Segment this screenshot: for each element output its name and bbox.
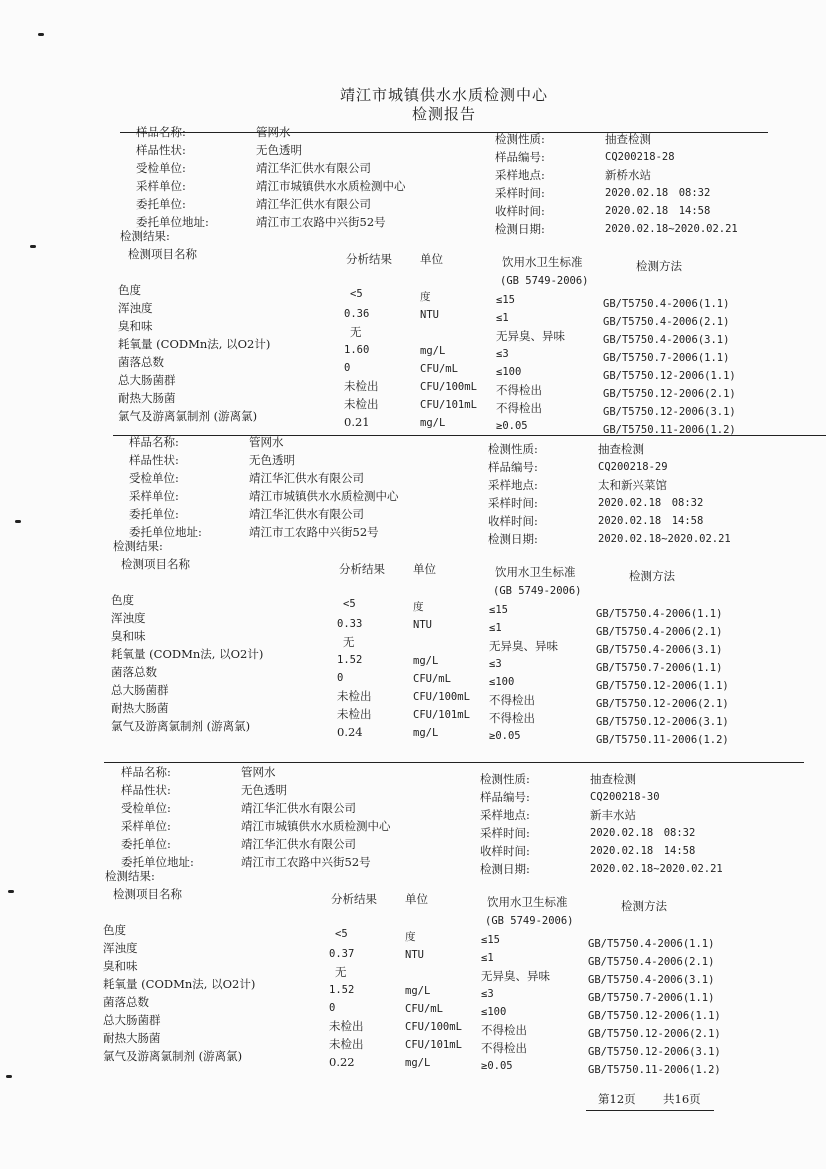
- item-name: 耐热大肠菌: [111, 701, 169, 715]
- standard-limit: ≤15: [481, 934, 500, 946]
- standard-limit: ≤1: [496, 312, 509, 324]
- client-unit-value: 靖江华汇供水有限公司: [256, 197, 371, 211]
- item-name: 臭和味: [118, 319, 153, 333]
- test-nature-label: 检测性质:: [480, 772, 530, 786]
- item-name: 耗氧量 (CODMn法, 以O2计): [111, 647, 264, 661]
- receiving-time-value: 2020.02.18 14:58: [598, 515, 704, 527]
- col-method-header: 检测方法: [621, 899, 667, 913]
- sampling-place-value: 新桥水站: [605, 168, 651, 182]
- section-rule: [120, 132, 768, 133]
- standard-limit: 无异臭、异味: [496, 329, 565, 343]
- receiving-time-value: 2020.02.18 14:58: [605, 205, 711, 217]
- test-date-value: 2020.02.18~2020.02.21: [598, 533, 731, 545]
- standard-limit: 不得检出: [496, 383, 542, 397]
- analysis-result: 0.21: [344, 415, 370, 429]
- analysis-result: 0: [329, 1002, 336, 1014]
- scan-mark: [38, 33, 44, 36]
- col-method-header: 检测方法: [629, 569, 675, 583]
- receiving-unit-value: 靖江华汇供水有限公司: [256, 161, 371, 175]
- test-date-value: 2020.02.18~2020.02.21: [605, 223, 738, 235]
- col-unit-header: 单位: [413, 562, 436, 576]
- report-institution-title: 靖江市城镇供水水质检测中心: [340, 86, 549, 104]
- scan-mark: [8, 890, 14, 893]
- col-standard-header: 饮用水卫生标准: [502, 255, 583, 269]
- item-name: 色度: [111, 593, 134, 607]
- sample-no-label: 样品编号:: [480, 790, 530, 804]
- test-nature-value: 抽查检测: [598, 442, 644, 456]
- item-name: 总大肠菌群: [103, 1013, 161, 1027]
- standard-limit: ≤15: [496, 294, 515, 306]
- test-method: GB/T5750.12-2006(2.1): [596, 698, 729, 710]
- sampling-unit-label: 采样单位:: [136, 179, 186, 193]
- sample-property-label: 样品性状:: [136, 143, 186, 157]
- analysis-result: 无: [335, 965, 347, 979]
- sampling-time-label: 采样时间:: [488, 496, 538, 510]
- sampling-place-value: 太和新兴菜馆: [598, 478, 667, 492]
- analysis-result: 未检出: [337, 707, 372, 721]
- item-name: 耗氧量 (CODMn法, 以O2计): [103, 977, 256, 991]
- unit: NTU: [405, 949, 424, 961]
- unit: mg/L: [413, 727, 439, 739]
- test-method: GB/T5750.7-2006(1.1): [588, 992, 715, 1004]
- item-name: 菌落总数: [103, 995, 149, 1009]
- sampling-time-label: 采样时间:: [495, 186, 545, 200]
- standard-limit: 不得检出: [481, 1041, 527, 1055]
- unit: mg/L: [420, 345, 446, 357]
- test-method: GB/T5750.7-2006(1.1): [603, 352, 730, 364]
- standard-limit: ≤100: [496, 366, 522, 378]
- col-unit-header: 单位: [405, 892, 428, 906]
- col-unit-header: 单位: [420, 252, 443, 266]
- test-date-label: 检测日期:: [480, 862, 530, 876]
- sample-property-value: 无色透明: [256, 143, 302, 157]
- page-number: 第12页: [598, 1092, 636, 1106]
- receiving-unit-value: 靖江华汇供水有限公司: [241, 801, 356, 815]
- client-address-label: 委托单位地址:: [121, 855, 194, 869]
- col-item-header: 检测项目名称: [128, 247, 197, 261]
- standard-limit: ≤100: [489, 676, 515, 688]
- receiving-time-label: 收样时间:: [488, 514, 538, 528]
- item-name: 臭和味: [103, 959, 138, 973]
- unit: CFU/100mL: [405, 1021, 462, 1033]
- col-standard-code: (GB 5749-2006): [485, 915, 574, 927]
- analysis-result: 无: [350, 325, 362, 339]
- sampling-unit-label: 采样单位:: [121, 819, 171, 833]
- standard-limit: 不得检出: [496, 401, 542, 415]
- scan-mark: [15, 520, 21, 523]
- test-date-value: 2020.02.18~2020.02.21: [590, 863, 723, 875]
- sampling-place-label: 采样地点:: [480, 808, 530, 822]
- test-date-label: 检测日期:: [488, 532, 538, 546]
- footer-rule: [586, 1110, 714, 1111]
- sample-no-value: CQ200218-30: [590, 791, 660, 803]
- test-method: GB/T5750.4-2006(2.1): [596, 626, 723, 638]
- standard-limit: 无异臭、异味: [481, 969, 550, 983]
- receiving-unit-label: 受检单位:: [136, 161, 186, 175]
- analysis-result: 0.24: [337, 725, 363, 739]
- unit: CFU/100mL: [413, 691, 470, 703]
- sampling-time-value: 2020.02.18 08:32: [605, 187, 711, 199]
- test-method: GB/T5750.4-2006(3.1): [596, 644, 723, 656]
- test-date-label: 检测日期:: [495, 222, 545, 236]
- standard-limit: ≤3: [481, 988, 494, 1000]
- analysis-result: 0.22: [329, 1055, 355, 1069]
- item-name: 耐热大肠菌: [118, 391, 176, 405]
- test-nature-label: 检测性质:: [488, 442, 538, 456]
- unit: mg/L: [405, 985, 431, 997]
- section-rule: [113, 435, 826, 436]
- analysis-result: 未检出: [344, 397, 379, 411]
- receiving-time-value: 2020.02.18 14:58: [590, 845, 696, 857]
- col-result-header: 分析结果: [339, 562, 385, 576]
- test-method: GB/T5750.12-2006(1.1): [603, 370, 736, 382]
- col-standard-header: 饮用水卫生标准: [487, 895, 568, 909]
- client-unit-value: 靖江华汇供水有限公司: [241, 837, 356, 851]
- standard-limit: 不得检出: [489, 693, 535, 707]
- item-name: 浑浊度: [111, 611, 146, 625]
- analysis-result: 未检出: [329, 1019, 364, 1033]
- item-name: 臭和味: [111, 629, 146, 643]
- standard-limit: ≤15: [489, 604, 508, 616]
- col-method-header: 检测方法: [636, 259, 682, 273]
- client-address-value: 靖江市工农路中兴街52号: [241, 855, 371, 869]
- unit: mg/L: [413, 655, 439, 667]
- col-standard-header: 饮用水卫生标准: [495, 565, 576, 579]
- item-name: 总大肠菌群: [111, 683, 169, 697]
- item-name: 氯气及游离氯制剂 (游离氯): [103, 1049, 243, 1063]
- sampling-time-label: 采样时间:: [480, 826, 530, 840]
- sample-no-value: CQ200218-28: [605, 151, 675, 163]
- client-unit-label: 委托单位:: [136, 197, 186, 211]
- unit: CFU/101mL: [405, 1039, 462, 1051]
- item-name: 浑浊度: [103, 941, 138, 955]
- standard-limit: ≥0.05: [496, 420, 528, 432]
- analysis-result: 0: [344, 362, 351, 374]
- analysis-result: 0: [337, 672, 344, 684]
- unit: mg/L: [420, 417, 446, 429]
- test-nature-value: 抽查检测: [590, 772, 636, 786]
- receiving-unit-label: 受检单位:: [129, 471, 179, 485]
- sampling-unit-value: 靖江市城镇供水水质检测中心: [256, 179, 406, 193]
- standard-limit: ≤100: [481, 1006, 507, 1018]
- analysis-result: 未检出: [337, 689, 372, 703]
- sample-property-label: 样品性状:: [121, 783, 171, 797]
- unit: CFU/101mL: [413, 709, 470, 721]
- analysis-result: 无: [343, 635, 355, 649]
- sample-name-label: 样品名称:: [121, 765, 171, 779]
- analysis-result: 1.52: [329, 984, 355, 996]
- sample-no-label: 样品编号:: [495, 150, 545, 164]
- scan-mark: [30, 245, 36, 248]
- test-nature-label: 检测性质:: [495, 132, 545, 146]
- results-label: 检测结果:: [120, 229, 170, 243]
- col-result-header: 分析结果: [331, 892, 377, 906]
- test-method: GB/T5750.12-2006(2.1): [588, 1028, 721, 1040]
- sampling-time-value: 2020.02.18 08:32: [598, 497, 704, 509]
- standard-limit: 无异臭、异味: [489, 639, 558, 653]
- standard-limit: ≤1: [489, 622, 502, 634]
- sampling-place-label: 采样地点:: [488, 478, 538, 492]
- sampling-place-label: 采样地点:: [495, 168, 545, 182]
- receiving-time-label: 收样时间:: [495, 204, 545, 218]
- analysis-result: 0.36: [344, 308, 370, 320]
- item-name: 色度: [103, 923, 126, 937]
- standard-limit: ≤3: [496, 348, 509, 360]
- item-name: 菌落总数: [111, 665, 157, 679]
- scan-mark: [6, 1075, 12, 1078]
- test-nature-value: 抽查检测: [605, 132, 651, 146]
- test-method: GB/T5750.12-2006(3.1): [603, 406, 736, 418]
- test-method: GB/T5750.11-2006(1.2): [596, 734, 729, 746]
- test-method: GB/T5750.12-2006(3.1): [596, 716, 729, 728]
- test-method: GB/T5750.11-2006(1.2): [603, 424, 736, 436]
- client-unit-value: 靖江华汇供水有限公司: [249, 507, 364, 521]
- item-name: 浑浊度: [118, 301, 153, 315]
- test-method: GB/T5750.11-2006(1.2): [588, 1064, 721, 1076]
- sample-property-label: 样品性状:: [129, 453, 179, 467]
- item-name: 耐热大肠菌: [103, 1031, 161, 1045]
- sample-no-label: 样品编号:: [488, 460, 538, 474]
- receiving-unit-label: 受检单位:: [121, 801, 171, 815]
- sampling-time-value: 2020.02.18 08:32: [590, 827, 696, 839]
- sample-name-value: 管网水: [249, 435, 284, 449]
- sample-no-value: CQ200218-29: [598, 461, 668, 473]
- col-result-header: 分析结果: [346, 252, 392, 266]
- analysis-result: 未检出: [329, 1037, 364, 1051]
- unit: CFU/mL: [413, 673, 451, 685]
- sample-property-value: 无色透明: [249, 453, 295, 467]
- standard-limit: 不得检出: [489, 711, 535, 725]
- client-address-label: 委托单位地址:: [136, 215, 209, 229]
- page-total: 共16页: [663, 1092, 701, 1106]
- analysis-result: 0.33: [337, 618, 363, 630]
- col-standard-code: (GB 5749-2006): [493, 585, 582, 597]
- analysis-result: 1.52: [337, 654, 363, 666]
- unit: CFU/mL: [405, 1003, 443, 1015]
- client-unit-label: 委托单位:: [129, 507, 179, 521]
- unit: NTU: [420, 309, 439, 321]
- item-name: 色度: [118, 283, 141, 297]
- test-method: GB/T5750.4-2006(2.1): [603, 316, 730, 328]
- analysis-result: <5: [343, 598, 356, 610]
- unit: CFU/101mL: [420, 399, 477, 411]
- test-method: GB/T5750.4-2006(1.1): [596, 608, 723, 620]
- unit: 度: [420, 291, 431, 303]
- col-item-header: 检测项目名称: [121, 557, 190, 571]
- sample-property-value: 无色透明: [241, 783, 287, 797]
- report-title: 检测报告: [412, 105, 477, 123]
- col-standard-code: (GB 5749-2006): [500, 275, 589, 287]
- standard-limit: ≤3: [489, 658, 502, 670]
- results-label: 检测结果:: [113, 539, 163, 553]
- test-method: GB/T5750.12-2006(1.1): [596, 680, 729, 692]
- receiving-unit-value: 靖江华汇供水有限公司: [249, 471, 364, 485]
- analysis-result: <5: [350, 288, 363, 300]
- test-method: GB/T5750.12-2006(2.1): [603, 388, 736, 400]
- item-name: 氯气及游离氯制剂 (游离氯): [111, 719, 251, 733]
- test-method: GB/T5750.7-2006(1.1): [596, 662, 723, 674]
- test-method: GB/T5750.4-2006(3.1): [603, 334, 730, 346]
- sample-name-label: 样品名称:: [129, 435, 179, 449]
- unit: 度: [405, 931, 416, 943]
- client-address-value: 靖江市工农路中兴街52号: [256, 215, 386, 229]
- item-name: 总大肠菌群: [118, 373, 176, 387]
- analysis-result: 未检出: [344, 379, 379, 393]
- test-method: GB/T5750.4-2006(2.1): [588, 956, 715, 968]
- col-item-header: 检测项目名称: [113, 887, 182, 901]
- client-unit-label: 委托单位:: [121, 837, 171, 851]
- receiving-time-label: 收样时间:: [480, 844, 530, 858]
- standard-limit: ≥0.05: [481, 1060, 513, 1072]
- analysis-result: 1.60: [344, 344, 370, 356]
- sample-name-value: 管网水: [256, 125, 291, 139]
- unit: CFU/100mL: [420, 381, 477, 393]
- unit: mg/L: [405, 1057, 431, 1069]
- sampling-unit-label: 采样单位:: [129, 489, 179, 503]
- item-name: 氯气及游离氯制剂 (游离氯): [118, 409, 258, 423]
- unit: 度: [413, 601, 424, 613]
- standard-limit: ≥0.05: [489, 730, 521, 742]
- item-name: 耗氧量 (CODMn法, 以O2计): [118, 337, 271, 351]
- item-name: 菌落总数: [118, 355, 164, 369]
- test-method: GB/T5750.4-2006(1.1): [588, 938, 715, 950]
- sampling-unit-value: 靖江市城镇供水水质检测中心: [249, 489, 399, 503]
- section-rule: [104, 762, 804, 763]
- sample-name-value: 管网水: [241, 765, 276, 779]
- test-method: GB/T5750.4-2006(1.1): [603, 298, 730, 310]
- test-method: GB/T5750.4-2006(3.1): [588, 974, 715, 986]
- test-method: GB/T5750.12-2006(1.1): [588, 1010, 721, 1022]
- unit: NTU: [413, 619, 432, 631]
- sample-name-label: 样品名称:: [136, 125, 186, 139]
- sampling-place-value: 新丰水站: [590, 808, 636, 822]
- analysis-result: <5: [335, 928, 348, 940]
- results-label: 检测结果:: [105, 869, 155, 883]
- standard-limit: 不得检出: [481, 1023, 527, 1037]
- unit: CFU/mL: [420, 363, 458, 375]
- client-address-label: 委托单位地址:: [129, 525, 202, 539]
- sampling-unit-value: 靖江市城镇供水水质检测中心: [241, 819, 391, 833]
- client-address-value: 靖江市工农路中兴街52号: [249, 525, 379, 539]
- test-method: GB/T5750.12-2006(3.1): [588, 1046, 721, 1058]
- standard-limit: ≤1: [481, 952, 494, 964]
- analysis-result: 0.37: [329, 948, 355, 960]
